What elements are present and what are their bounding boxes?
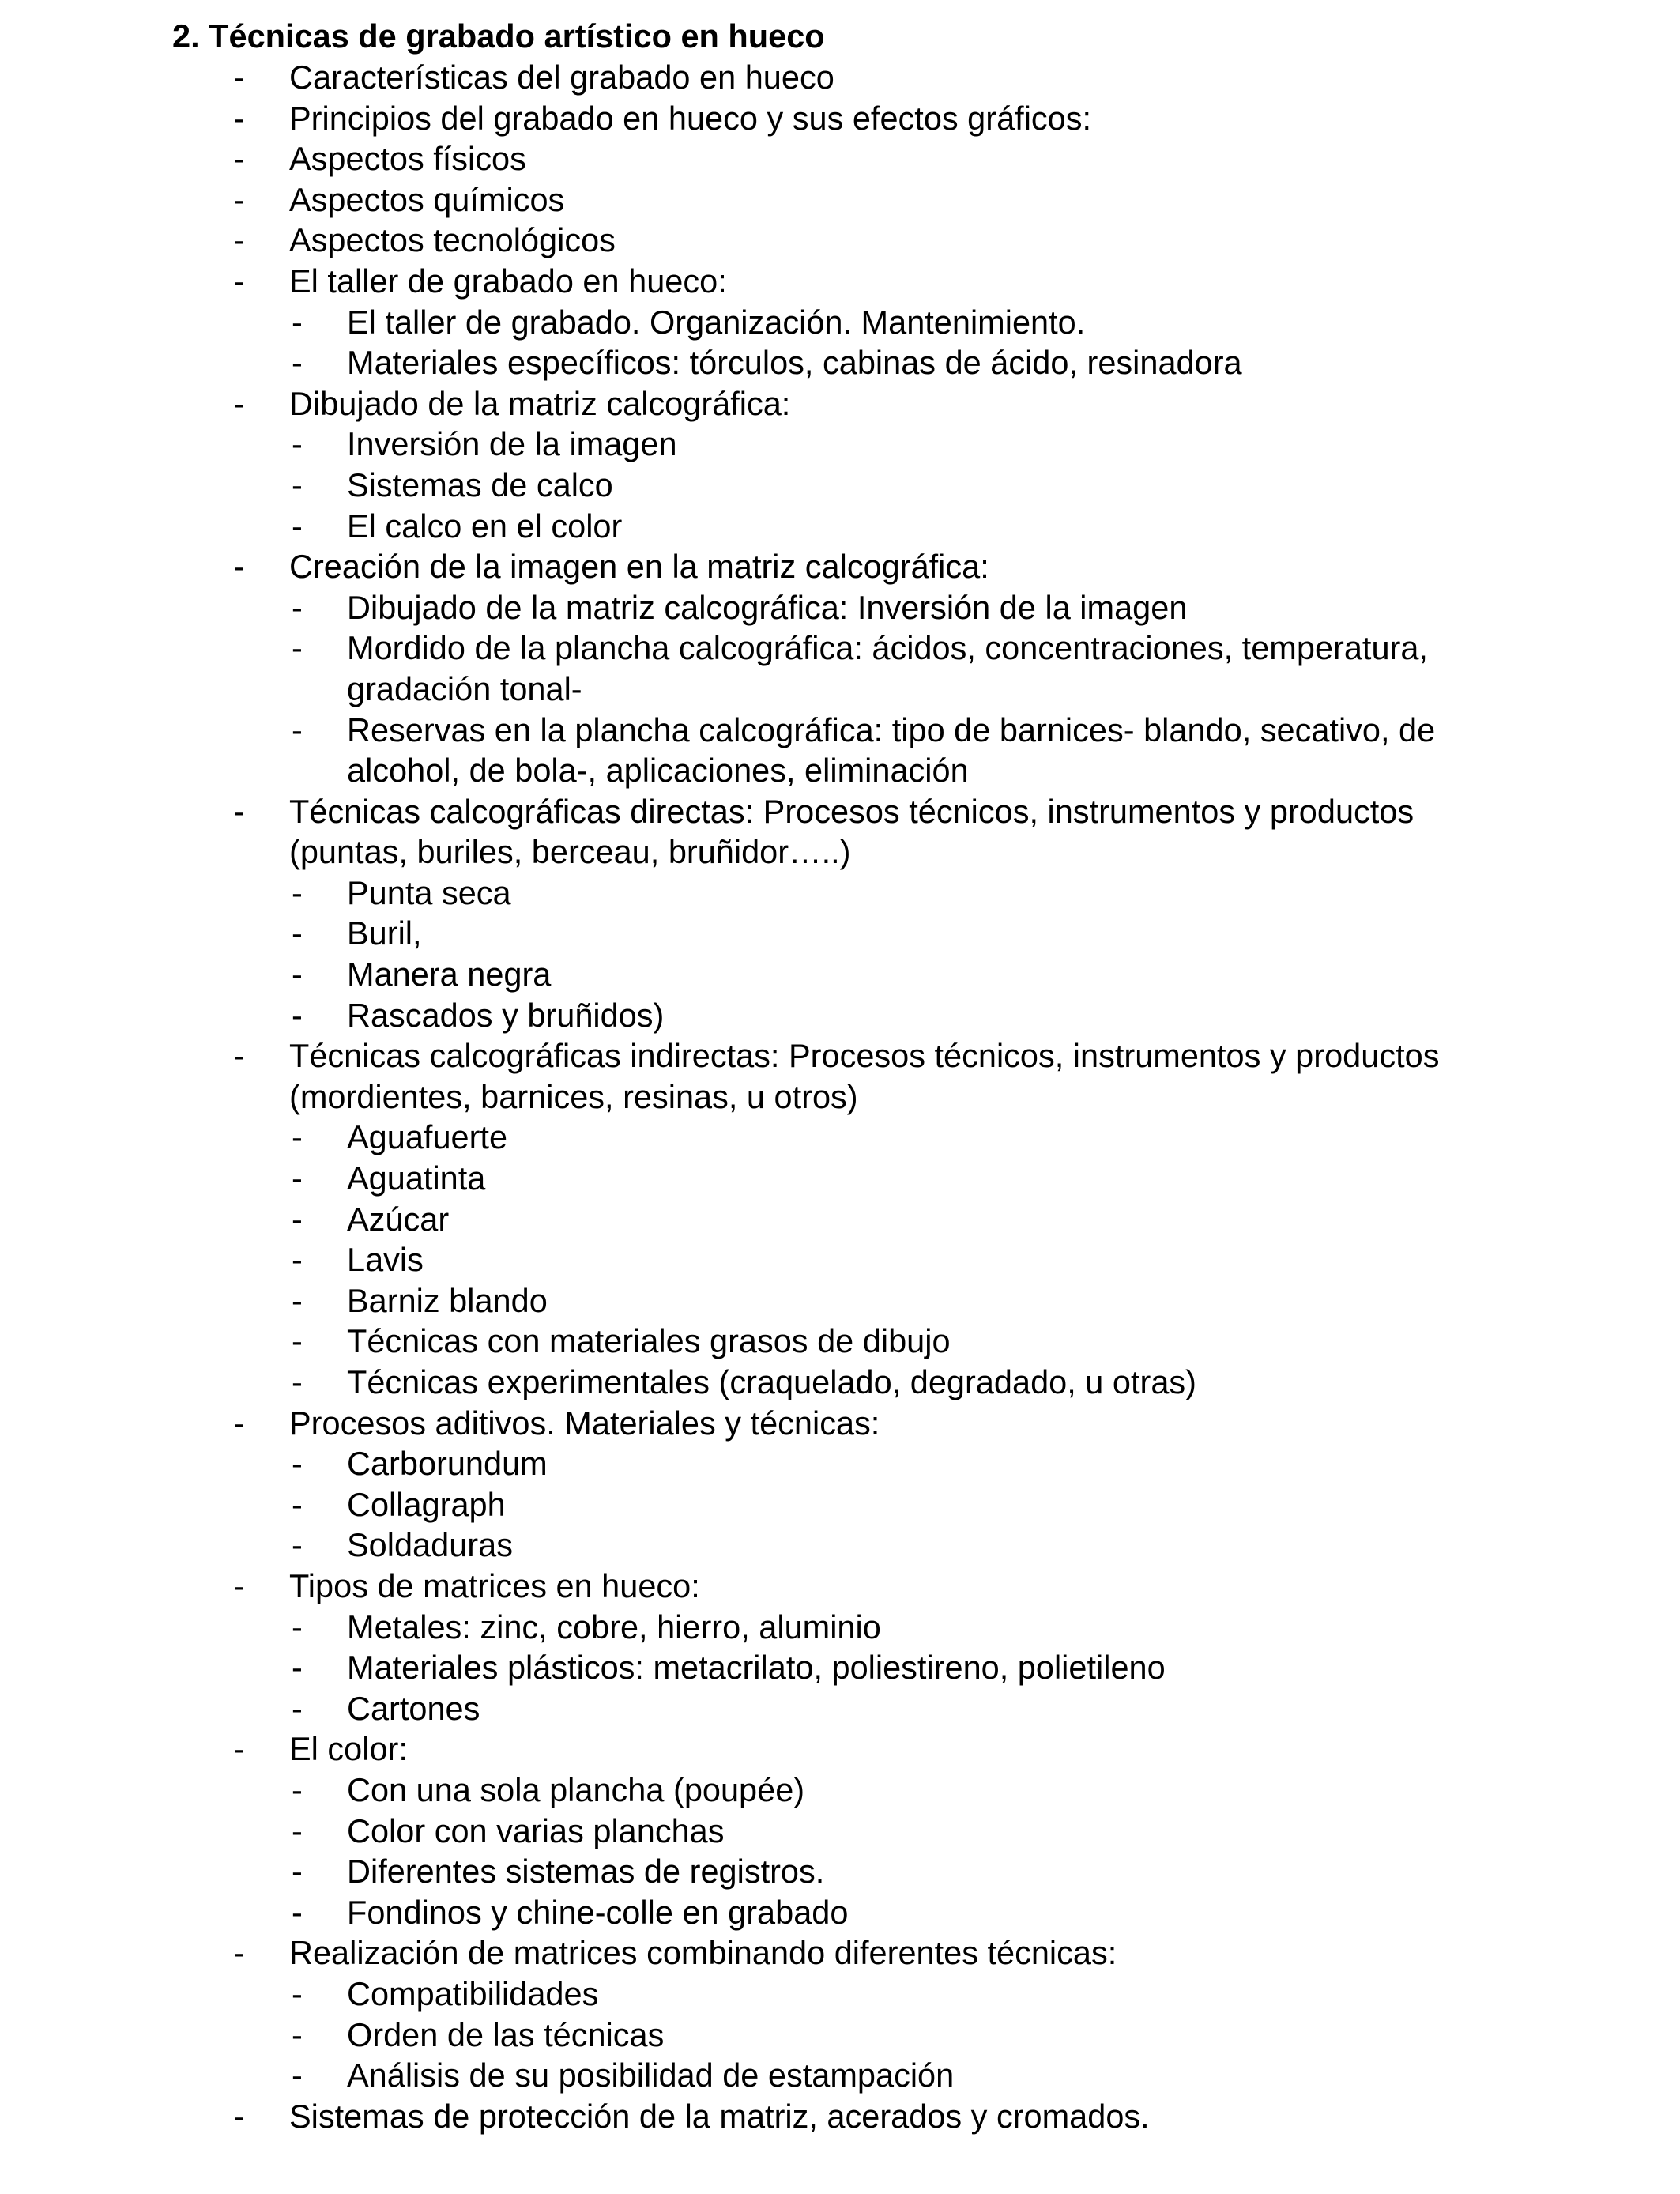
list-item	[0, 2055, 1680, 2096]
bullet-dash: -	[292, 466, 303, 503]
list-item	[0, 424, 1680, 465]
bullet-dash: -	[292, 507, 303, 545]
list-item	[0, 1117, 1680, 1158]
list-item	[0, 1403, 1680, 1444]
list-item	[0, 220, 1680, 261]
list-item-text: Sistemas de protección de la matriz, acerados y cromados.	[289, 2097, 1150, 2135]
list-item	[0, 179, 1680, 221]
list-item-text: Buril,	[347, 914, 422, 952]
list-item-text: Color con varias planchas	[347, 1811, 725, 1849]
bullet-dash: -	[234, 792, 245, 830]
list-item-text: Fondinos y chine-colle en grabado	[347, 1893, 849, 1931]
list-item	[0, 1321, 1680, 1362]
bullet-dash: -	[234, 548, 245, 586]
bullet-dash: -	[292, 1649, 303, 1687]
list-item	[0, 1525, 1680, 1566]
list-item-text: Reservas en la plancha calcográfica: tipo de barnices- blando, secativo, de	[347, 711, 1436, 748]
list-item-text: Dibujado de la matriz calcográfica: Inversión de la imagen	[347, 588, 1188, 626]
list-item-text: Inversión de la imagen	[347, 425, 677, 463]
list-item	[0, 1158, 1680, 1199]
list-item	[0, 791, 1680, 832]
bullet-dash: -	[234, 384, 245, 422]
list-item-text: Carborundum	[347, 1445, 548, 1483]
list-item-text: Dibujado de la matriz calcográfica:	[289, 384, 791, 422]
list-item-text: Características del grabado en hueco	[289, 58, 834, 96]
list-item-text: Principios del grabado en hueco y sus efectos gráficos:	[289, 99, 1092, 137]
list-item	[0, 1035, 1680, 1076]
list-item-continuation	[0, 831, 1680, 873]
list-item-text: Aguafuerte	[347, 1118, 508, 1156]
list-item	[0, 1239, 1680, 1280]
list-item	[0, 1688, 1680, 1729]
bullet-dash: -	[292, 1200, 303, 1238]
bullet-dash: -	[234, 1934, 245, 1972]
list-item	[0, 546, 1680, 587]
list-item	[0, 342, 1680, 383]
list-item-continuation	[0, 669, 1680, 710]
list-item	[0, 1932, 1680, 1973]
list-item-text: Compatibilidades	[347, 1974, 599, 2012]
list-item	[0, 710, 1680, 751]
bullet-dash: -	[234, 1730, 245, 1768]
list-item-text: Manera negra	[347, 956, 552, 993]
outline-list	[0, 57, 1680, 2136]
list-item-text: Aspectos químicos	[289, 180, 565, 218]
bullet-dash: -	[234, 58, 245, 96]
list-item-text: Azúcar	[347, 1200, 450, 1238]
list-item-text: Mordido de la plancha calcográfica: ácidos, concentraciones, temperatura,	[347, 629, 1428, 667]
bullet-dash: -	[292, 629, 303, 667]
list-item	[0, 2096, 1680, 2137]
list-item-text: Técnicas calcográficas indirectas: Procesos técnicos, instrumentos y productos	[289, 1037, 1440, 1075]
bullet-dash: -	[292, 1159, 303, 1197]
bullet-dash: -	[292, 1322, 303, 1360]
list-item-text: El taller de grabado. Organización. Mantenimiento.	[347, 303, 1086, 341]
bullet-dash: -	[292, 1485, 303, 1523]
list-item	[0, 57, 1680, 98]
list-item	[0, 1566, 1680, 1607]
bullet-dash: -	[292, 2015, 303, 2053]
list-item	[0, 1851, 1680, 1892]
list-item	[0, 1647, 1680, 1688]
bullet-dash: -	[292, 303, 303, 341]
list-item-continuation	[0, 1076, 1680, 1118]
bullet-dash: -	[292, 1118, 303, 1156]
bullet-dash: -	[292, 2056, 303, 2094]
list-item-text: Collagraph	[347, 1485, 506, 1523]
list-item	[0, 98, 1680, 139]
list-item	[0, 1443, 1680, 1484]
bullet-dash: -	[234, 1566, 245, 1604]
list-item-text: Rascados y bruñidos)	[347, 996, 665, 1034]
bullet-dash: -	[292, 1281, 303, 1319]
list-item	[0, 1484, 1680, 1525]
list-item-text: Punta seca	[347, 873, 511, 911]
list-item	[0, 1892, 1680, 1933]
list-item	[0, 954, 1680, 995]
list-item	[0, 1973, 1680, 2015]
list-item-text: Aguatinta	[347, 1159, 486, 1197]
list-item-text: Aspectos tecnológicos	[289, 221, 616, 259]
list-item-text: Con una sola plancha (poupée)	[347, 1770, 805, 1808]
list-item	[0, 1607, 1680, 1648]
list-item	[0, 873, 1680, 914]
bullet-dash: -	[292, 996, 303, 1034]
list-item	[0, 587, 1680, 628]
list-item-text: Barniz blando	[347, 1281, 548, 1319]
list-item	[0, 1280, 1680, 1321]
list-item-text: El color:	[289, 1730, 408, 1768]
list-item-text: Creación de la imagen en la matriz calcográfica:	[289, 548, 989, 586]
bullet-dash: -	[292, 1608, 303, 1646]
list-item-text: Análisis de su posibilidad de estampación	[347, 2056, 955, 2094]
bullet-dash: -	[292, 1689, 303, 1727]
list-item	[0, 465, 1680, 506]
list-item	[0, 138, 1680, 179]
list-item-text: (puntas, buriles, berceau, bruñidor…..)	[289, 833, 851, 871]
list-item	[0, 302, 1680, 343]
list-item-text: Técnicas calcográficas directas: Procesos técnicos, instrumentos y productos	[289, 792, 1414, 830]
list-item-text: Materiales específicos: tórculos, cabinas de ácido, resinadora	[347, 344, 1242, 382]
list-item	[0, 995, 1680, 1036]
bullet-dash: -	[292, 344, 303, 382]
bullet-dash: -	[234, 2097, 245, 2135]
list-item-text: Técnicas experimentales (craquelado, degradado, u otras)	[347, 1363, 1196, 1400]
bullet-dash: -	[292, 588, 303, 626]
bullet-dash: -	[292, 1974, 303, 2012]
bullet-dash: -	[292, 873, 303, 911]
bullet-dash: -	[234, 221, 245, 259]
list-item	[0, 1362, 1680, 1403]
bullet-dash: -	[292, 1241, 303, 1279]
list-item-text: gradación tonal-	[347, 669, 582, 707]
list-item-text: alcohol, de bola-, aplicaciones, eliminación	[347, 752, 969, 790]
list-item	[0, 913, 1680, 954]
bullet-dash: -	[292, 1853, 303, 1891]
list-item-text: Metales: zinc, cobre, hierro, aluminio	[347, 1608, 881, 1646]
list-item-text: Soldaduras	[347, 1526, 513, 1564]
list-item	[0, 1811, 1680, 1852]
list-item-text: Tipos de matrices en hueco:	[289, 1566, 700, 1604]
list-item	[0, 1770, 1680, 1811]
bullet-dash: -	[292, 1363, 303, 1400]
bullet-dash: -	[292, 711, 303, 748]
bullet-dash: -	[292, 1893, 303, 1931]
bullet-dash: -	[234, 1404, 245, 1442]
list-item	[0, 1199, 1680, 1240]
bullet-dash: -	[292, 956, 303, 993]
list-item-continuation	[0, 750, 1680, 791]
list-item	[0, 383, 1680, 424]
bullet-dash: -	[292, 1445, 303, 1483]
list-item-text: Procesos aditivos. Materiales y técnicas:	[289, 1404, 880, 1442]
bullet-dash: -	[234, 262, 245, 300]
list-item-text: Sistemas de calco	[347, 466, 613, 503]
list-item	[0, 2015, 1680, 2056]
list-item	[0, 261, 1680, 302]
list-item-text: (mordientes, barnices, resinas, u otros)	[289, 1077, 858, 1115]
list-item-text: Lavis	[347, 1241, 424, 1279]
bullet-dash: -	[292, 914, 303, 952]
bullet-dash: -	[234, 140, 245, 178]
bullet-dash: -	[234, 99, 245, 137]
list-item	[0, 506, 1680, 547]
list-item-text: El calco en el color	[347, 507, 623, 545]
list-item-text: Técnicas con materiales grasos de dibujo	[347, 1322, 951, 1360]
list-item	[0, 628, 1680, 669]
list-item-text: Orden de las técnicas	[347, 2015, 665, 2053]
bullet-dash: -	[292, 1526, 303, 1564]
list-item-text: Materiales plásticos: metacrilato, poliestireno, polietileno	[347, 1649, 1166, 1687]
section-heading: 2. Técnicas de grabado artístico en hueco	[172, 17, 825, 55]
bullet-dash: -	[234, 1037, 245, 1075]
list-item-text: Realización de matrices combinando diferentes técnicas:	[289, 1934, 1117, 1972]
list-item-text: Cartones	[347, 1689, 480, 1727]
list-item	[0, 1728, 1680, 1770]
list-item-text: Aspectos físicos	[289, 140, 526, 178]
bullet-dash: -	[292, 425, 303, 463]
list-item-text: El taller de grabado en hueco:	[289, 262, 727, 300]
bullet-dash: -	[292, 1770, 303, 1808]
bullet-dash: -	[292, 1811, 303, 1849]
bullet-dash: -	[234, 180, 245, 218]
list-item-text: Diferentes sistemas de registros.	[347, 1853, 825, 1891]
